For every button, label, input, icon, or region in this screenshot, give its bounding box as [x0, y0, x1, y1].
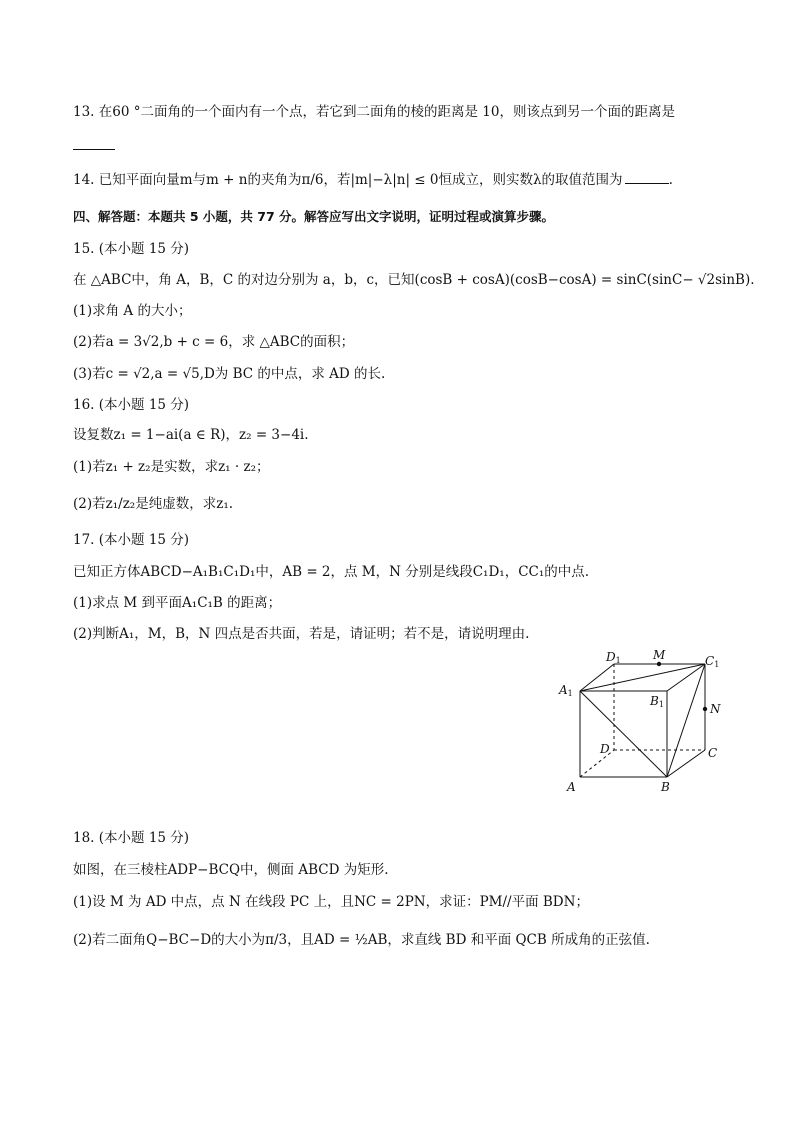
- q14-blank: [625, 171, 669, 184]
- q13-blank: [73, 137, 115, 155]
- point-m-dot: [657, 662, 661, 666]
- cube-figure: [555, 648, 730, 803]
- q16-stem: 设复数z₁ = 1−ai(a ∈ R)，z₂ = 3−4i.: [73, 427, 309, 443]
- q18-stem: 如图，在三棱柱ADP−BCQ中，侧面 ABCD 为矩形.: [73, 862, 389, 878]
- label-d: D: [600, 742, 610, 756]
- label-d1: D1: [606, 650, 621, 665]
- label-m: M: [653, 648, 666, 662]
- q16-heading: 16. (本小题 15 分): [73, 397, 190, 413]
- section-heading: 四、解答题：本题共 5 小题，共 77 分。解答应写出文字说明，证明过程或演算步骤。: [73, 209, 555, 224]
- label-a: A: [567, 780, 576, 794]
- q15-part2: (2)若a = 3√2,b + c = 6，求 △ABC的面积；: [73, 334, 355, 350]
- q18-part1: (1)设 M 为 AD 中点，点 N 在线段 PC 上，且NC = 2PN，求证：PM//平面 BDN；: [73, 894, 589, 910]
- label-a1: A1: [559, 683, 573, 698]
- q17-part1: (1)求点 M 到平面A₁C₁B 的距离；: [73, 595, 282, 611]
- q15-stem: 在 △ABC中，角 A，B，C 的对边分别为 a，b，c，已知(cosB + cosA)(cosB−cosA) = sinC(sinC− √2sinB).: [73, 272, 755, 288]
- label-b1: B1: [650, 694, 664, 709]
- q13-line: 13. 在60 °二面角的一个面内有一个点，若它到二面角的棱的距离是 10，则该点到另一个面的距离是: [73, 104, 675, 120]
- label-c: C: [708, 746, 718, 760]
- point-n-dot: [703, 707, 707, 711]
- q14-line: [73, 171, 673, 189]
- q14-end: .: [668, 172, 673, 188]
- label-c1: C1: [705, 654, 720, 669]
- q15-heading: 15. (本小题 15 分): [73, 241, 190, 257]
- q17-part2: (2)判断A₁，M，B，N 四点是否共面，若是，请证明；若不是，请说明理由.: [73, 626, 530, 642]
- q16-part1: (1)若z₁ + z₂是实数，求z₁ · z₂；: [73, 459, 270, 475]
- q18-part2: (2)若二面角Q−BC−D的大小为π/3，且AD = ½AB，求直线 BD 和平面 QCB 所成角的正弦值.: [73, 932, 650, 948]
- q18-heading: 18. (本小题 15 分): [73, 830, 190, 846]
- label-b: B: [661, 780, 670, 794]
- q17-stem: 已知正方体ABCD−A₁B₁C₁D₁中，AB = 2，点 M，N 分别是线段C₁D₁，CC₁的中点.: [73, 564, 590, 580]
- q14-text: 14. 已知平面向量m与m + n的夹角为π/6，若|m|−λ|n| ≤ 0恒成立，则实数λ的取值范围为: [73, 172, 623, 188]
- q15-part1: (1)求角 A 的大小；: [73, 303, 192, 319]
- q17-heading: 17. (本小题 15 分): [73, 532, 190, 548]
- q15-part3: (3)若c = √2,a = √5,D为 BC 的中点，求 AD 的长.: [73, 366, 386, 382]
- label-n: N: [710, 702, 721, 716]
- q16-part2: (2)若z₁/z₂是纯虚数，求z₁.: [73, 496, 234, 512]
